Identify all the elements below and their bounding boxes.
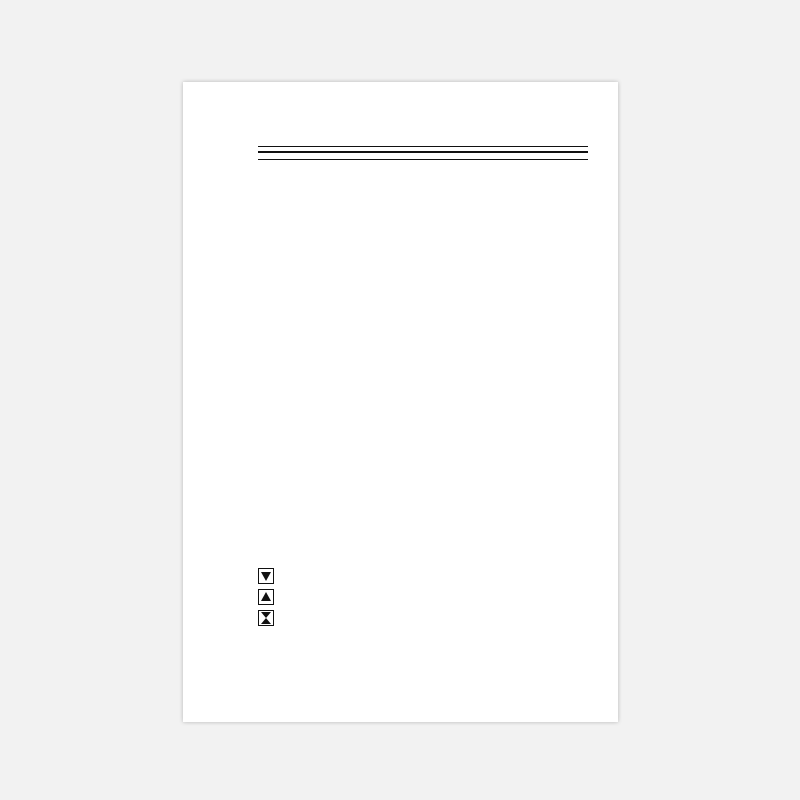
nap-up-icon bbox=[258, 589, 274, 605]
note-fr bbox=[258, 160, 588, 164]
nap-symbols bbox=[258, 568, 274, 631]
nap-down-icon bbox=[258, 568, 274, 584]
note-en bbox=[258, 147, 588, 153]
view-sketches bbox=[195, 105, 255, 645]
pattern-info bbox=[258, 140, 588, 164]
without-nap-icon bbox=[258, 610, 274, 626]
